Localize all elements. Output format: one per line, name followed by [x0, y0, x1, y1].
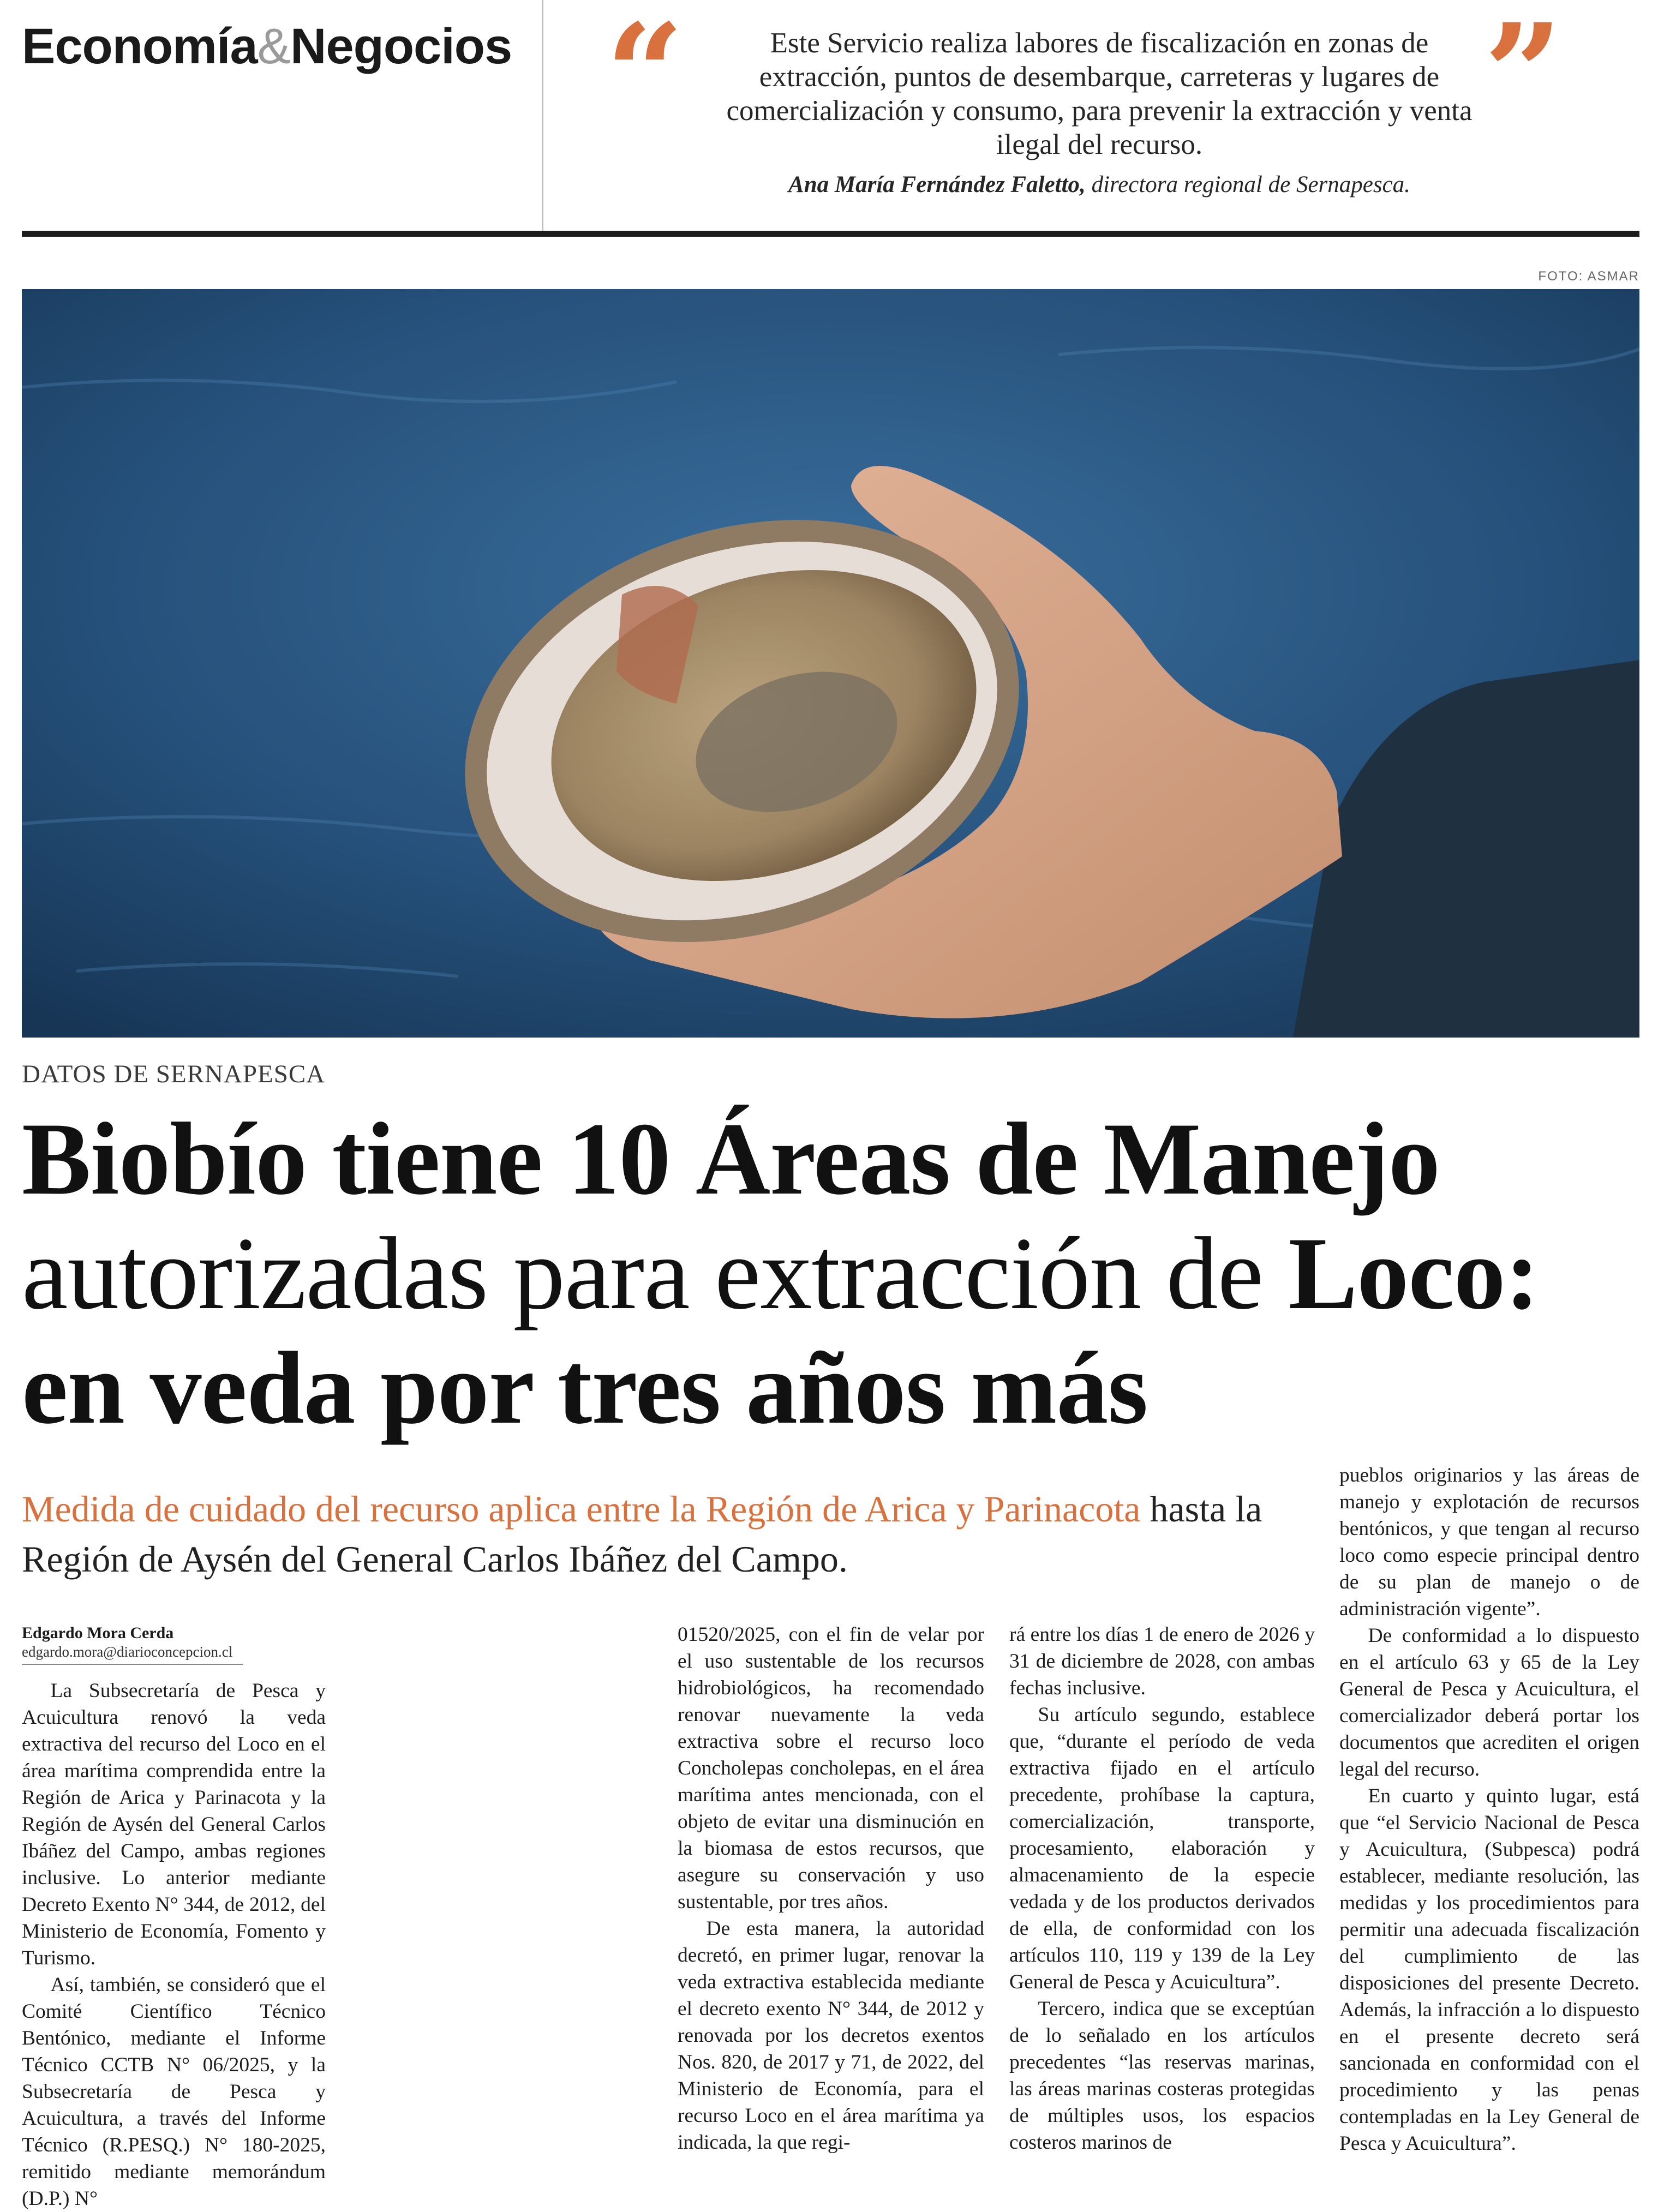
section-ampersand: &: [257, 19, 291, 74]
body-paragraph: pueblos originarios y las áreas de manejo y explotación de recursos bentónicos, y que tengan al recurso loco como especie principal dentro de su plan de manejo o de administración vigente”.: [1339, 1464, 1639, 1620]
body-paragraph: rá entre los días 1 de enero de 2026 y 31 de diciembre de 2028, con ambas fechas inclusive.: [1009, 1623, 1315, 1699]
pull-quote-text: Este Servicio realiza labores de fiscalización en zonas de extracción, puntos de desembarque, carreteras y lugares de comercialización y consumo, para prevenir la extracción y venta ilegal del recurso.: [726, 27, 1473, 160]
header-rule: [22, 231, 1639, 237]
open-quote-icon: “: [606, 0, 684, 154]
body-paragraph: Así, también, se consideró que el Comité Científico Técnico Bentónico, mediante el Informe Técnico CCTB N° 06/2025, y la Subsecretaría de Pesca y Acuicultura, a través del Informe Técnico (R.PESQ.) N° 180-2025, remitido mediante memorándum (D.P.) N°: [22, 1974, 326, 2210]
byline-email: edgardo.mora@diarioconcepcion.cl: [22, 1644, 233, 1660]
section-logo: [22, 16, 512, 76]
quote-author-role: directora regional de Sernapesca.: [1085, 172, 1410, 197]
section-name-part2: Negocios: [290, 19, 512, 74]
body-paragraph: La Subsecretaría de Pesca y Acuicultura renovó la veda extractiva del recurso del Loco en el área marítima comprendida entre la Región de Arica y Parinacota y la Región de Aysén del General Carlos Ibáñez del Campo, ambas regiones inclusive. Lo anterior mediante Decreto Exento N° 344, de 2012, del Ministerio de Economía, Fomento y Turismo.: [22, 1680, 326, 1969]
body-column-3: [1009, 1621, 1315, 2156]
body-paragraph: Tercero, indica que se exceptúan de lo señalado en los artículos precedentes “las reservas marinas, las áreas marinas costeras protegidas de múltiples usos, los espacios costeros marinos de: [1009, 1998, 1315, 2154]
body-column-2: [678, 1621, 984, 2156]
body-paragraph: De conformidad a lo dispuesto en el artículo 63 y 65 de la Ley General de Pesca y Acuicultura, el comercializador deberá portar los documentos que acrediten el origen legal del recurso.: [1339, 1624, 1639, 1781]
byline-name: Edgardo Mora Cerda: [22, 1624, 174, 1642]
body-paragraph: En cuarto y quinto lugar, está que “el Servicio Nacional de Pesca y Acuicultura, (Subpesca) podrá establecer, mediante resolución, las medidas y los procedimientos para permitir una adecuada fiscalización del cumplimiento de las disposiciones del presente Decreto. Además, la infracción a lo dispuesto en el presente decreto será sancionada en conformidad con el procedimiento y las penas contempladas en la Ley General de Pesca y Acuicultura”.: [1339, 1785, 1639, 2155]
body-paragraph: De esta manera, la autoridad decretó, en primer lugar, renovar la veda extractiva establecida mediante el decreto exento N° 344, de 2012 y renovada por los decretos exentos Nos. 820, de 2017 y 71, de 2022, del Ministerio de Economía, para el recurso Loco en el área marítima ya indicada, la que regi-: [678, 1917, 984, 2154]
body-paragraph: Su artículo segundo, establece que, “durante el período de veda extractiva fijado en el artículo precedente, prohíbase la captura, comercialización, transporte, procesamiento, elaboración y almacenamiento de la especie vedada y de los productos derivados de ella, de conformidad con los artículos 110, 119 y 139 de la Ley General de Pesca y Acuicultura”.: [1009, 1704, 1315, 1993]
headline-line-2: autorizadas para extracción de: [22, 1216, 1289, 1331]
photo-credit: FOTO: ASMAR: [1538, 269, 1639, 284]
pull-quote-attribution: [704, 170, 1495, 200]
body-paragraph: 01520/2025, con el fin de velar por el uso sustentable de los recursos hidrobiológicos, ha recomendado renovar nuevamente la veda extractiva sobre el recurso loco Concholepas concholepas, en el área marítima antes mencionada, con el objeto de evitar una disminución en la biomasa de estos recursos, que asegure su conservación y uso sustentable, por tres años.: [678, 1623, 984, 1913]
body-column-1: [22, 1677, 326, 2212]
byline-rule: [22, 1664, 243, 1665]
section-name-part1: Economía: [22, 19, 258, 74]
headline-line-3: en veda por tres años más: [22, 1331, 1148, 1446]
headline: [22, 1102, 1637, 1446]
article-photo: [22, 289, 1639, 1038]
header-divider: [542, 0, 543, 231]
headline-line-1: Biobío tiene 10 Áreas de Manejo: [22, 1102, 1440, 1216]
body-column-4: [1339, 1462, 1639, 2157]
deck-highlight: Medida de cuidado del recurso aplica entre la Región de Arica y Parinacota: [22, 1488, 1141, 1530]
hand-holding-loco-illustration: [22, 289, 1639, 1038]
deck: [22, 1484, 1304, 1584]
kicker: DATOS DE SERNAPESCA: [22, 1060, 326, 1088]
quote-author: Ana María Fernández Faletto,: [788, 172, 1086, 197]
deck-rest: hasta la Región de Aysén del General Carlos Ibáñez del Campo.: [22, 1488, 1262, 1580]
close-quote-icon: ”: [1484, 0, 1563, 154]
headline-line-2-emphasis: Loco:: [1288, 1216, 1539, 1331]
